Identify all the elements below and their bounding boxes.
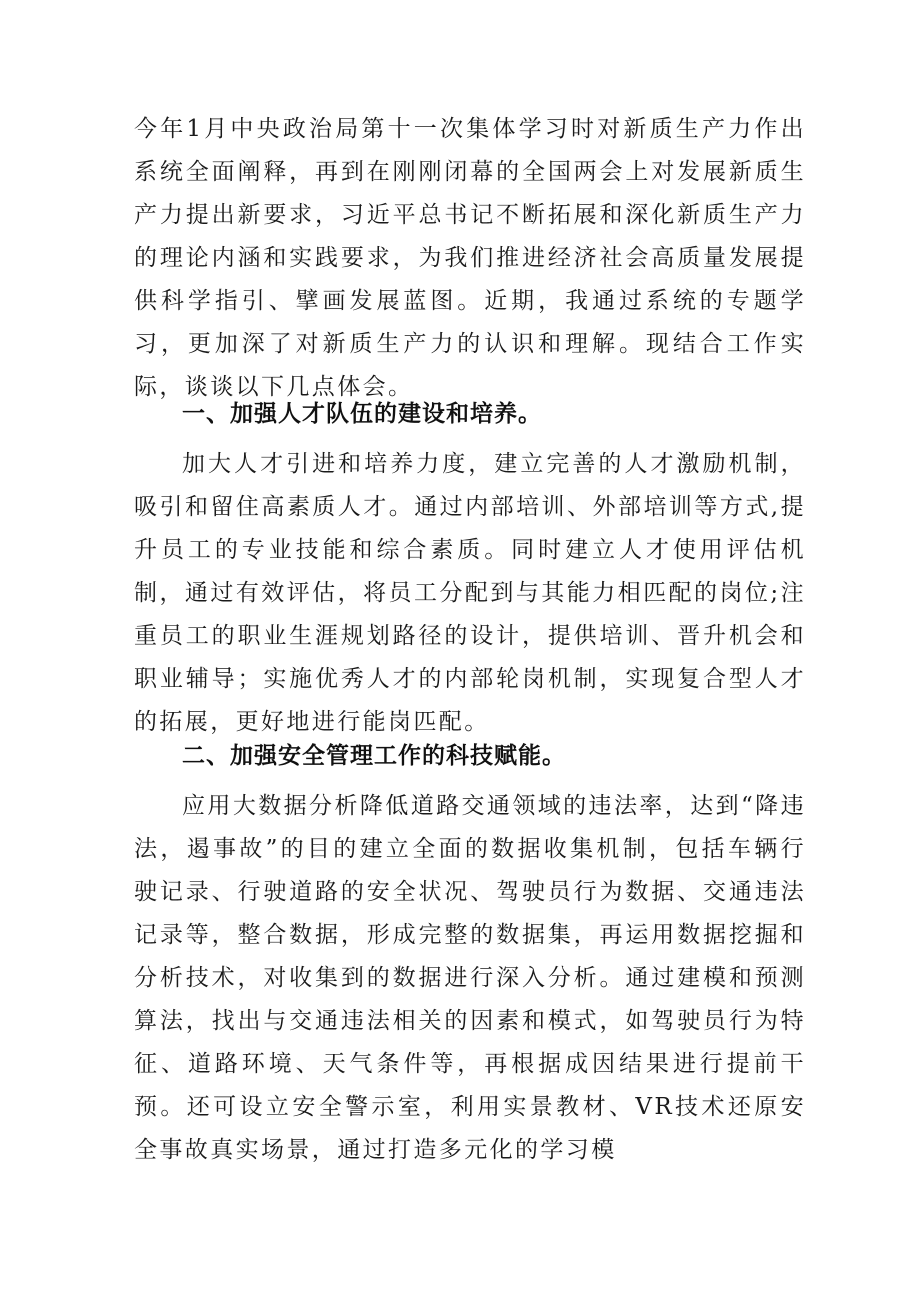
section2-block (134, 785, 806, 1172)
section2-paragraph: 应用大数据分析降低道路交通领域的违法率，达到“降违法，遏事故”的目的建立全面的数据收集机制，包括车辆行驶记录、行驶道路的安全状况、驾驶员行为数据、交通违法记录等，整合数据，形成完整的数据集，再运用数据挖掘和分析技术，对收集到的数据进行深入分析。通过建模和预测算法，找出与交通违法相关的因素和模式，如驾驶员行为特征、道路环境、天气条件等，再根据成因结果进行提前干预。还可设立安全警示室，利用实景教材、VR技术还原安全事故真实场景，通过打造多元化的学习模 (134, 793, 806, 1163)
section1-block (134, 443, 806, 744)
section1-heading: 一、加强人才队伍的建设和培养。 (182, 401, 542, 427)
section2-heading: 二、加强安全管理工作的科技赋能。 (182, 743, 566, 769)
section1-paragraph: 加大人才引进和培养力度，建立完善的人才激励机制，吸引和留住高素质人才。通过内部培训、外部培训等方式,提升员工的专业技能和综合素质。同时建立人才使用评估机制，通过有效评估，将员工分配到与其能力相匹配的岗位;注重员工的职业生涯规划路径的设计，提供培训、晋升机会和职业辅导；实施优秀人才的内部轮岗机制，实现复合型人才的拓展，更好地进行能岗匹配。 (134, 451, 806, 735)
intro-block (134, 108, 806, 409)
intro-paragraph: 今年1月中央政治局第十一次集体学习时对新质生产力作出系统全面阐释，再到在刚刚闭幕的全国两会上对发展新质生产力提出新要求，习近平总书记不断拓展和深化新质生产力的理论内涵和实践要求，为我们推进经济社会高质量发展提供科学指引、擘画发展蓝图。近期，我通过系统的专题学习，更加深了对新质生产力的认识和理解。现结合工作实际，谈谈以下几点体会。 (134, 116, 806, 400)
